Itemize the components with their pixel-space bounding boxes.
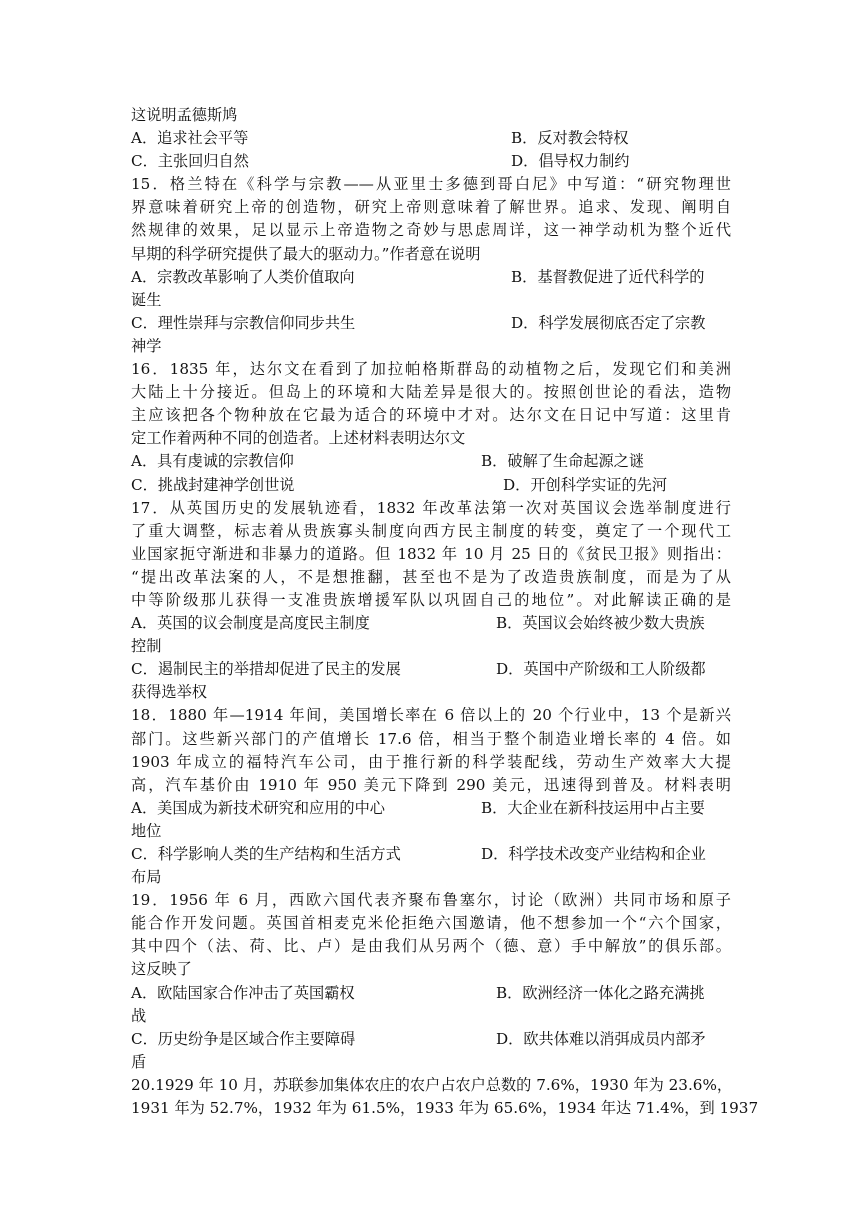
question-18-stem-line: 18．1880 年—1914 年间，美国增长率在 6 倍以上的 20 个行业中，13 个是新兴: [131, 706, 731, 725]
question-19-stem-line: 能合作开发问题。英国首相麦克米伦拒绝六国邀请，他不想参加一个“六个国家，: [131, 914, 731, 933]
question-16-option-a[interactable]: A．具有虔诚的宗教信仰: [131, 452, 294, 471]
question-17-options-row-1: [131, 612, 731, 635]
question-16-stem-line: 大陆上十分接近。但岛上的环境和大陆差异是很大的。按照创世论的看法，造物: [131, 383, 731, 402]
question-18-option-a[interactable]: A．美国成为新技术研究和应用的中心: [131, 798, 385, 817]
question-18-stem-line: 1903 年成立的福特汽车公司，由于推行新的科学装配线，劳动生产效率大大提: [131, 752, 731, 771]
question-19-options-row-1: [131, 982, 731, 1005]
question-20: [131, 1074, 759, 1120]
question-17-stem-line: 中等阶级那儿获得一支准贵族增援军队以巩固自己的地位”。对此解读正确的是: [131, 590, 731, 609]
question-15-option-b[interactable]: B．基督教促进了近代科学的: [511, 267, 705, 286]
question-17-stem-line: 了重大调整，标志着从贵族寡头制度向西方民主制度的转变，奠定了一个现代工: [131, 521, 731, 540]
question-18-stem-line: 高，汽车基价由 1910 年 950 美元下降到 290 美元，迅速得到普及。材料表明: [131, 775, 731, 794]
question-14-options-row-1: [131, 127, 731, 150]
question-18-stem: [131, 704, 731, 796]
question-18-option-b-continuation: 地位: [131, 821, 162, 840]
question-19-option-c[interactable]: C．历史纷争是区域合作主要障碍: [131, 1029, 356, 1048]
question-16-options-row-2: [131, 474, 731, 497]
question-17-stem: [131, 497, 731, 612]
question-14-option-b[interactable]: B．反对教会特权: [511, 129, 629, 148]
question-19-stem-line: 19．1956 年 6 月，西欧六国代表齐聚布鲁塞尔，讨论（欧洲）共同市场和原子: [131, 891, 731, 910]
question-18-option-d[interactable]: D．科学技术改变产业结构和企业: [481, 845, 706, 863]
question-15-options-row-1: [131, 266, 731, 289]
question-15: [131, 173, 731, 358]
question-18-options-row-2: [131, 843, 731, 866]
question-17-option-c[interactable]: C．遏制民主的举措却促进了民主的发展: [131, 660, 401, 679]
question-15-option-a[interactable]: A．宗教改革影响了人类价值取向: [131, 267, 355, 286]
question-16-stem-line: 主应该把各个物种放在它最为适合的环境中才对。达尔文在日记中写道：这里肯: [131, 406, 731, 425]
question-14: [131, 104, 731, 173]
question-19-option-a[interactable]: A．欧陆国家合作冲击了英国霸权: [131, 983, 355, 1002]
question-16-stem-line: 定工作着两种不同的创造者。上述材料表明达尔文: [131, 429, 466, 448]
question-15-stem-line: 然规律的效果，足以显示上帝造物之奇妙与思虑周详，这一神学动机为整个近代: [131, 221, 731, 240]
question-18: [131, 704, 731, 889]
question-16-options-row-1: [131, 450, 731, 473]
question-16-option-c[interactable]: C．挑战封建神学创世说: [131, 475, 295, 494]
question-19-option-d[interactable]: D．欧共体难以消弭成员内部矛: [496, 1029, 706, 1048]
question-15-option-b-continuation: 诞生: [131, 290, 162, 309]
question-19-option-b[interactable]: B．欧洲经济一体化之路充满挑: [496, 983, 705, 1002]
question-16-option-d[interactable]: D．开创科学实证的先河: [503, 475, 668, 494]
question-15-option-c[interactable]: C．理性崇拜与宗教信仰同步共生: [131, 313, 356, 332]
question-14-option-d[interactable]: D．倡导权力制约: [511, 152, 630, 171]
question-14-option-c[interactable]: C．主张回归自然: [131, 152, 249, 171]
question-15-stem-line: 早期的科学研究提供了最大的驱动力。”作者意在说明: [131, 244, 481, 263]
question-15-stem: [131, 173, 731, 265]
question-17-option-a[interactable]: A．英国的议会制度是高度民主制度: [131, 614, 370, 633]
question-19: [131, 889, 731, 1074]
question-19-options-row-2: [131, 1028, 731, 1051]
question-17-stem-line: 17．从英国历史的发展轨迹看，1832 年改革法第一次对英国议会选举制度进行: [131, 498, 731, 517]
question-14-option-a[interactable]: A．追求社会平等: [131, 129, 249, 148]
question-19-stem-line: 其中四个（法、荷、比、卢）是由我们从另两个（德、意）手中解放”的俱乐部。: [131, 937, 731, 956]
question-20-stem: [131, 1074, 759, 1120]
question-17-stem-line: “提出改革法案的人，不是想推翻，甚至也不是为了改造贵族制度，而是为了从: [131, 567, 731, 586]
exam-page: [131, 104, 759, 1120]
question-17-option-b-continuation: 控制: [131, 637, 162, 656]
question-18-option-b[interactable]: B．大企业在新科技运用中占主要: [481, 798, 705, 817]
question-20-stem-line: 1931 年为 52.7%，1932 年为 61.5%，1933 年为 65.6%，1934 年达 71.4%，到 1937: [131, 1099, 759, 1118]
question-19-stem: [131, 889, 731, 981]
question-18-option-d-continuation: 布局: [131, 868, 162, 887]
question-17-option-d-continuation: 获得选举权: [131, 683, 207, 702]
question-20-stem-line: 20.1929 年 10 月，苏联参加集体农庄的农户占农户总数的 7.6%，1930 年为 23.6%，: [131, 1075, 733, 1094]
question-17-option-b[interactable]: B．英国议会始终被少数大贵族: [496, 614, 705, 633]
question-14-stem-tail: 这说明孟德斯鸠: [131, 106, 238, 124]
question-17-options-row-2: [131, 658, 731, 681]
question-18-stem-line: 部门。这些新兴部门的产值增长 17.6 倍，相当于整个制造业增长率的 4 倍。如: [131, 729, 731, 748]
question-19-stem-line: 这反映了: [131, 960, 192, 979]
question-16-stem: [131, 358, 731, 450]
question-18-option-c[interactable]: C．科学影响人类的生产结构和生活方式: [131, 845, 401, 863]
question-14-options-row-2: [131, 150, 731, 173]
question-15-stem-line: 界意味着研究上帝的创造物，研究上帝则意味着了解世界。追求、发现、阐明自: [131, 198, 731, 217]
question-15-options-row-2: [131, 312, 731, 335]
question-16: [131, 358, 731, 497]
question-19-option-d-continuation: 盾: [131, 1052, 147, 1071]
question-16-stem-line: 16．1835 年，达尔文在看到了加拉帕格斯群岛的动植物之后，发现它们和美洲: [131, 360, 731, 379]
question-17-option-d[interactable]: D．英国中产阶级和工人阶级都: [496, 660, 706, 679]
question-15-option-d-continuation: 神学: [131, 336, 162, 355]
question-18-options-row-1: [131, 797, 731, 820]
question-19-option-b-continuation: 战: [131, 1006, 147, 1025]
question-15-stem-line: 15．格兰特在《科学与宗教——从亚里士多德到哥白尼》中写道：“研究物理世: [131, 175, 731, 194]
question-16-option-b[interactable]: B．破解了生命起源之谜: [481, 452, 645, 471]
question-15-option-d[interactable]: D．科学发展彻底否定了宗教: [511, 313, 706, 332]
question-17: [131, 497, 731, 705]
question-17-stem-line: 业国家扼守渐进和非暴力的道路。但 1832 年 10 月 25 日的《贫民卫报》则指出：: [131, 544, 731, 563]
